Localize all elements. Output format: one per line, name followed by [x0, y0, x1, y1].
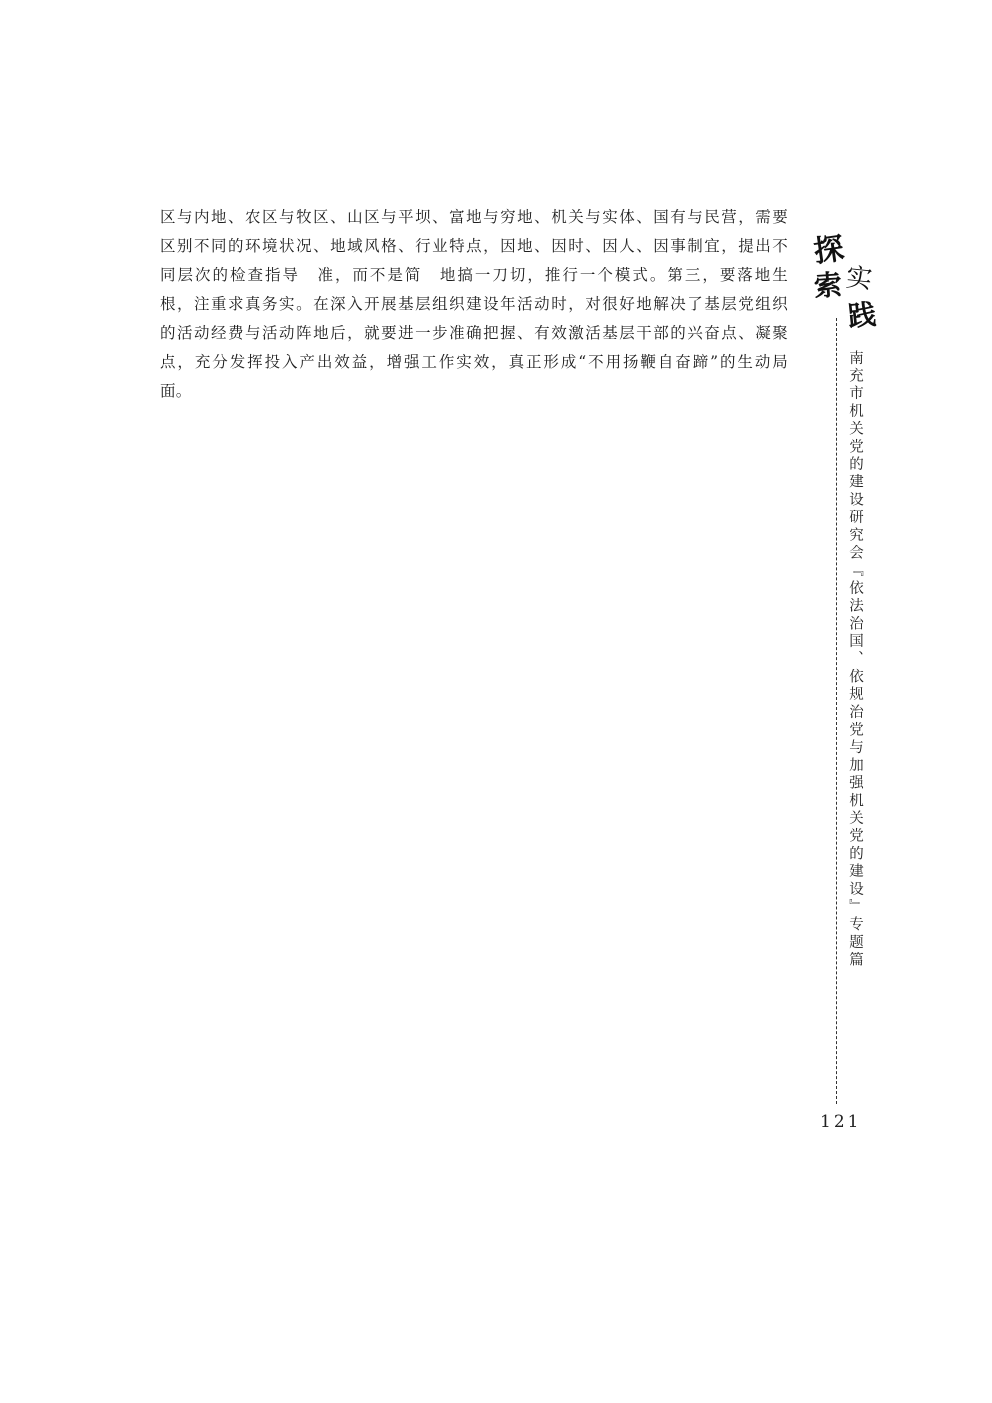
- logo-char: 索: [812, 268, 844, 303]
- logo-char: 实: [844, 262, 874, 296]
- logo-char: 践: [846, 297, 878, 334]
- body-line: 同层次的检查指导 准，而不是简 地搞一刀切，推行一个模式。第三，要落地生: [160, 266, 788, 284]
- body-line: 的活动经费与活动阵地后，就要进一步准确把握、有效激活基层干部的兴奋点、凝聚: [160, 324, 788, 342]
- body-line: 面。: [160, 382, 192, 400]
- body-line: 区别不同的环境状况、地域风格、行业特点，因地、因时、因人、因事制宜，提出不: [160, 237, 788, 255]
- logo-char: 探: [811, 231, 847, 270]
- margin-dashed-divider: [836, 318, 837, 1104]
- body-line: 区与内地、农区与牧区、山区与平坝、富地与穷地、机关与实体、国有与民营，需要: [160, 208, 788, 226]
- page-number: 121: [820, 1112, 862, 1132]
- body-line: 点，充分发挥投入产出效益，增强工作实效，真正形成“不用扬鞭自奋蹄”的生动局: [160, 353, 788, 371]
- body-line: 根，注重求真务实。在深入开展基层组织建设年活动时，对很好地解决了基层党组织: [160, 295, 788, 313]
- calligraphy-logo: [811, 231, 884, 346]
- running-section-title: 南充市机关党的建设研究会『依法治国、依规治党与加强机关党的建设』专题篇: [847, 350, 863, 970]
- body-paragraph: [160, 203, 788, 406]
